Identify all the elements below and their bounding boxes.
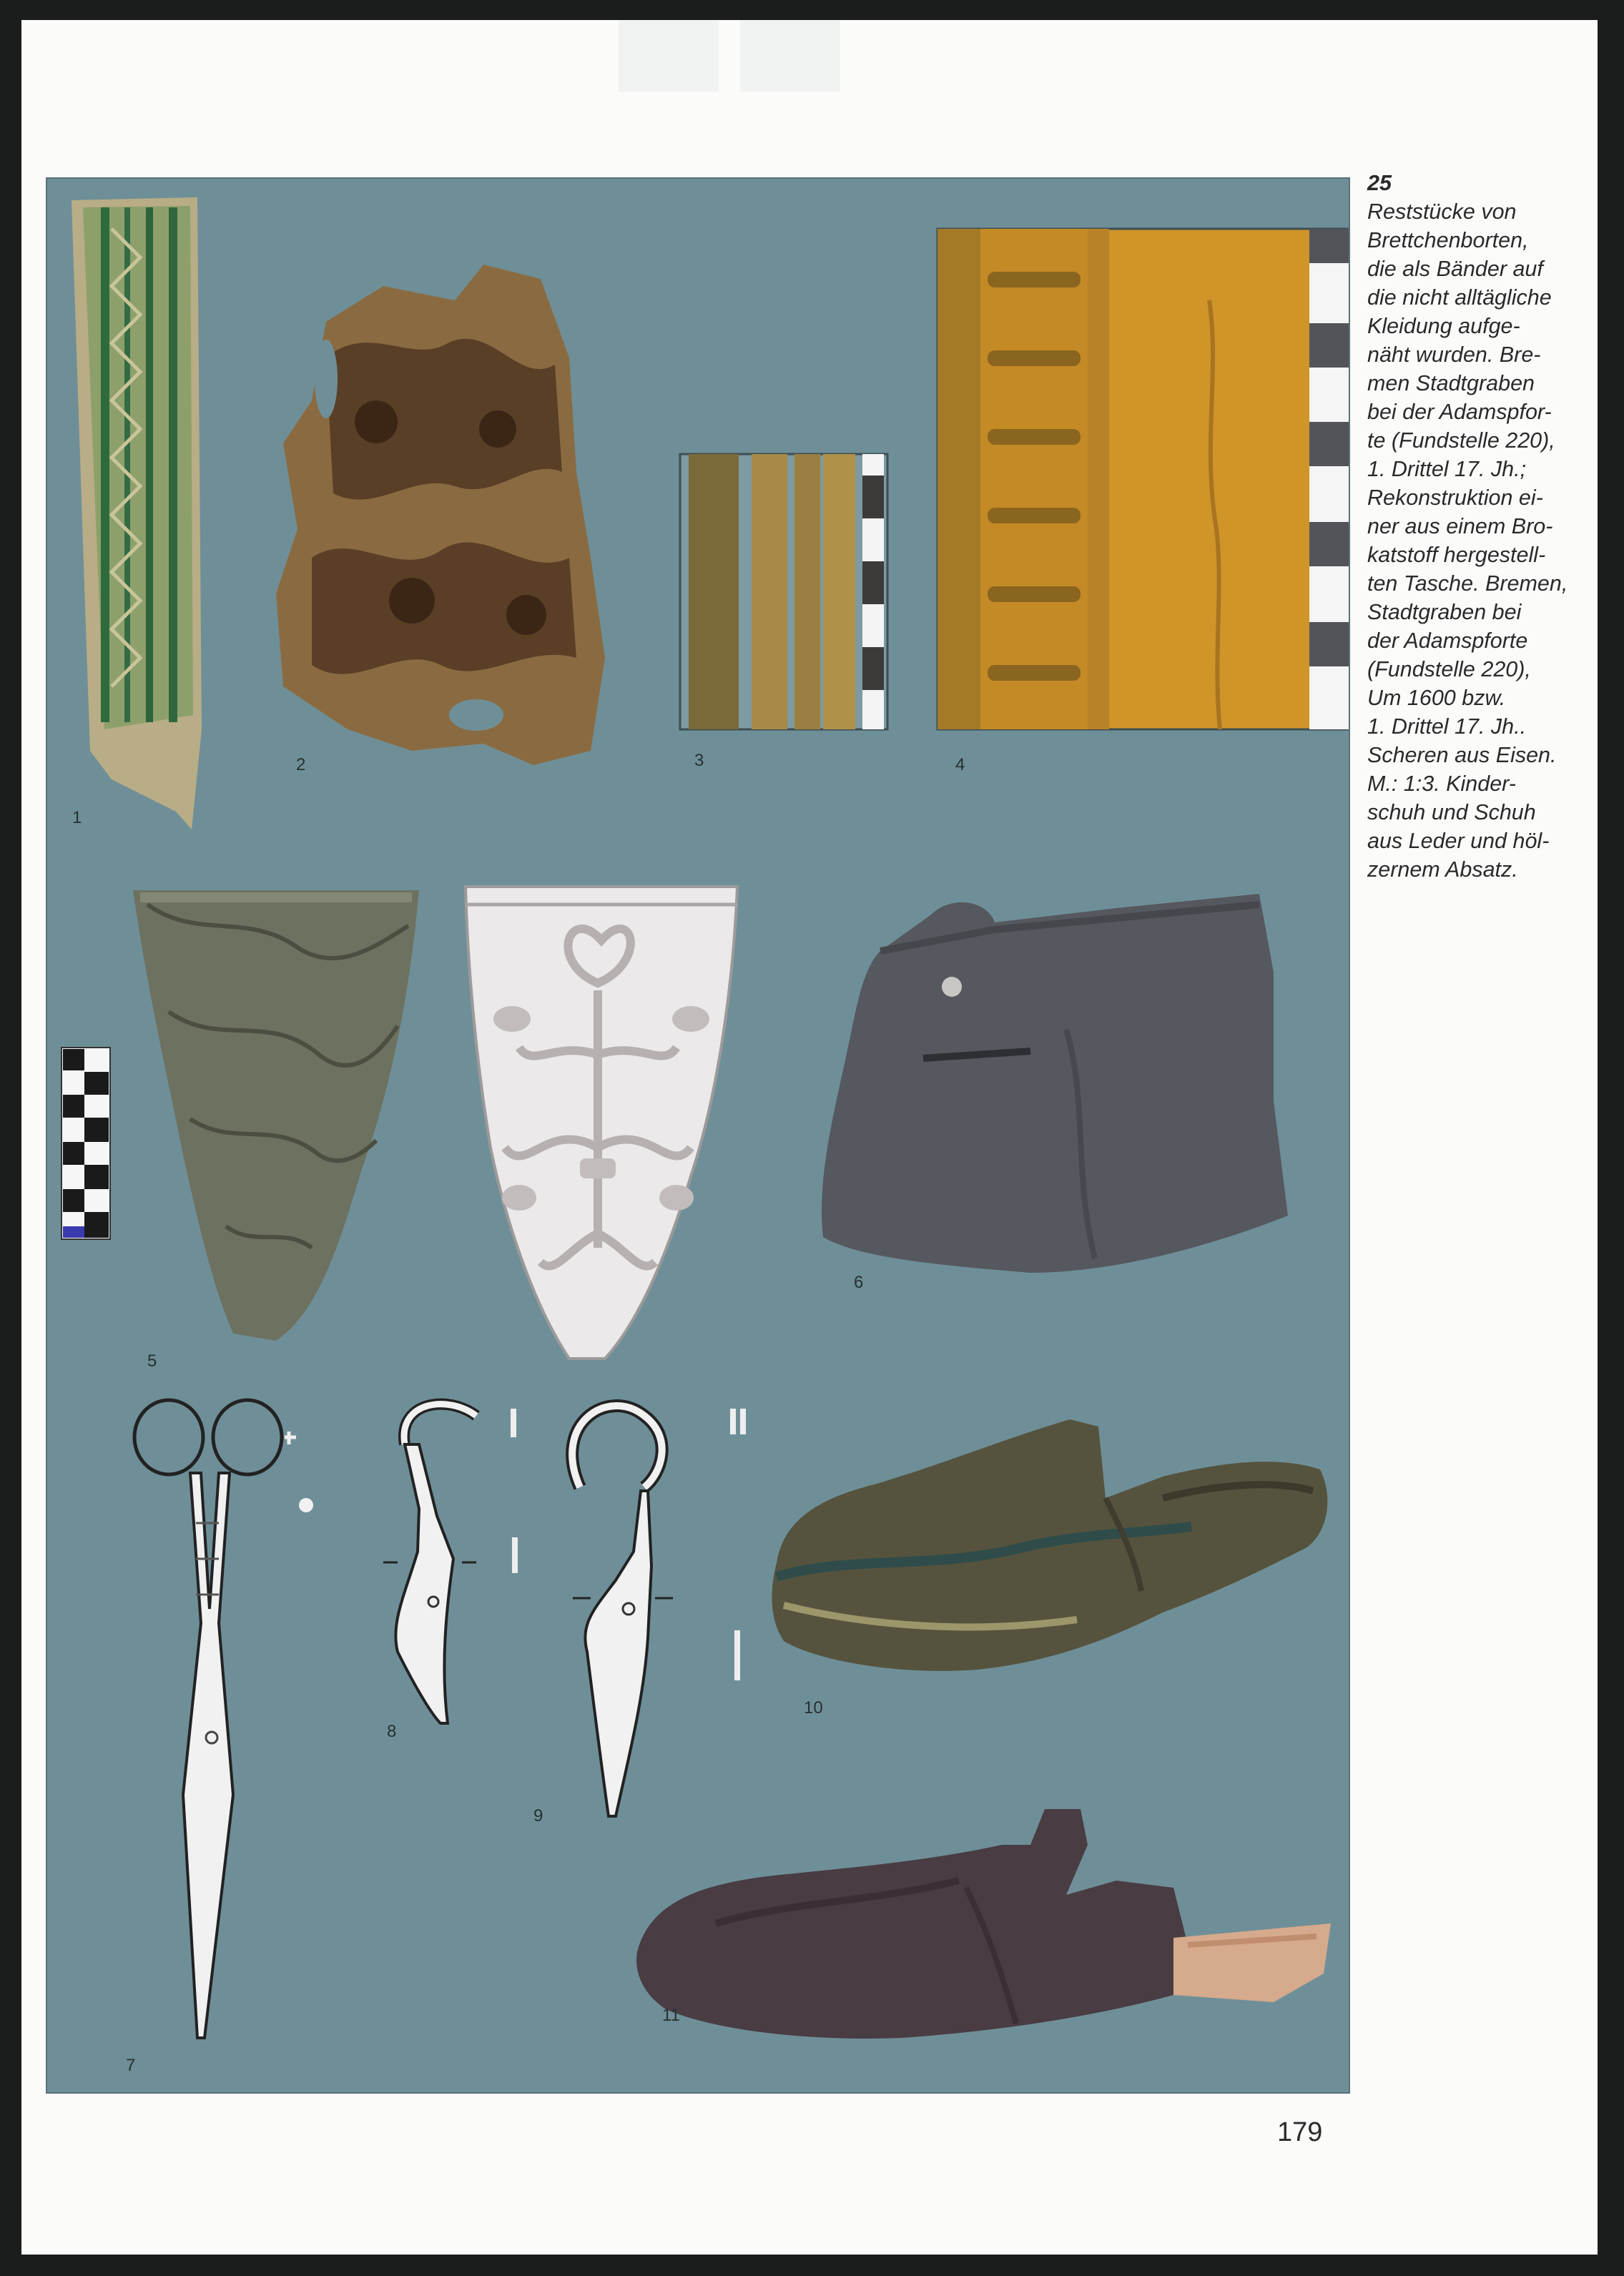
figure-caption <box>1367 169 1582 884</box>
caption-line: Reststücke von <box>1367 199 1517 224</box>
pouch-fragment-icon <box>126 883 426 1348</box>
item-number-7: 7 <box>126 2056 136 2075</box>
caption-line: zernem Absatz. <box>1367 857 1518 882</box>
figure-number: 25 <box>1367 171 1392 195</box>
item-number-3: 3 <box>694 751 704 770</box>
item-number-4: 4 <box>955 755 965 774</box>
caption-line: aus Leder und höl- <box>1367 829 1550 853</box>
item-number-5: 5 <box>147 1351 157 1371</box>
caption-line: Um 1600 bzw. <box>1367 686 1506 710</box>
book-page <box>21 20 1598 2255</box>
caption-line: katstoff hergestell- <box>1367 543 1546 567</box>
caption-line: men Stadtgraben <box>1367 371 1535 395</box>
caption-line: Rekonstruktion ei- <box>1367 486 1543 510</box>
scale-bar-icon <box>61 1048 112 1241</box>
caption-line: ten Tasche. Bremen, <box>1367 571 1568 596</box>
show-through-block-2 <box>740 20 840 92</box>
item-number-8: 8 <box>387 1722 397 1741</box>
caption-line: M.: 1:3. Kinder- <box>1367 772 1516 796</box>
heeled-shoe-icon <box>630 1802 1345 2045</box>
item-number-11: 11 <box>662 2006 680 2025</box>
scissors-icon <box>112 1394 326 2059</box>
photo-plate <box>46 177 1350 2094</box>
braided-ribbon-icon <box>61 186 212 829</box>
leather-shoe-upper-icon <box>816 887 1295 1287</box>
item-number-9: 9 <box>533 1806 543 1826</box>
item-number-2: 2 <box>296 755 306 774</box>
caption-line: te (Fundstelle 220), <box>1367 428 1555 453</box>
caption-line: Stadtgraben bei <box>1367 600 1522 624</box>
shears-large-icon <box>530 1394 759 1823</box>
textile-strips-icon <box>680 454 887 729</box>
caption-line: schuh und Schuh <box>1367 800 1536 824</box>
caption-line: Brettchenborten, <box>1367 228 1529 252</box>
show-through-block-1 <box>619 20 719 92</box>
brocade-fragment-icon <box>269 257 619 772</box>
yellow-fabric-icon <box>938 229 1350 729</box>
item-number-6: 6 <box>854 1273 864 1292</box>
caption-line: die als Bänder auf <box>1367 257 1543 281</box>
caption-line: die nicht alltägliche <box>1367 285 1552 310</box>
caption-line: 1. Drittel 17. Jh.. <box>1367 714 1527 739</box>
caption-line: der Adamspforte <box>1367 629 1528 653</box>
pouch-reconstruction-icon <box>462 876 741 1362</box>
caption-line: näht wurden. Bre- <box>1367 343 1541 367</box>
item-number-1: 1 <box>72 808 82 827</box>
caption-line: Kleidung aufge- <box>1367 314 1520 338</box>
item-number-10: 10 <box>804 1698 823 1718</box>
caption-line: ner aus einem Bro- <box>1367 514 1553 538</box>
caption-line: Scheren aus Eisen. <box>1367 743 1557 767</box>
child-shoe-icon <box>762 1412 1334 1684</box>
page-number: 179 <box>1277 2117 1323 2147</box>
caption-line: bei der Adamspfor- <box>1367 400 1552 424</box>
caption-line: (Fundstelle 220), <box>1367 657 1531 681</box>
caption-line: 1. Drittel 17. Jh.; <box>1367 457 1527 481</box>
shears-small-icon <box>362 1394 526 1730</box>
